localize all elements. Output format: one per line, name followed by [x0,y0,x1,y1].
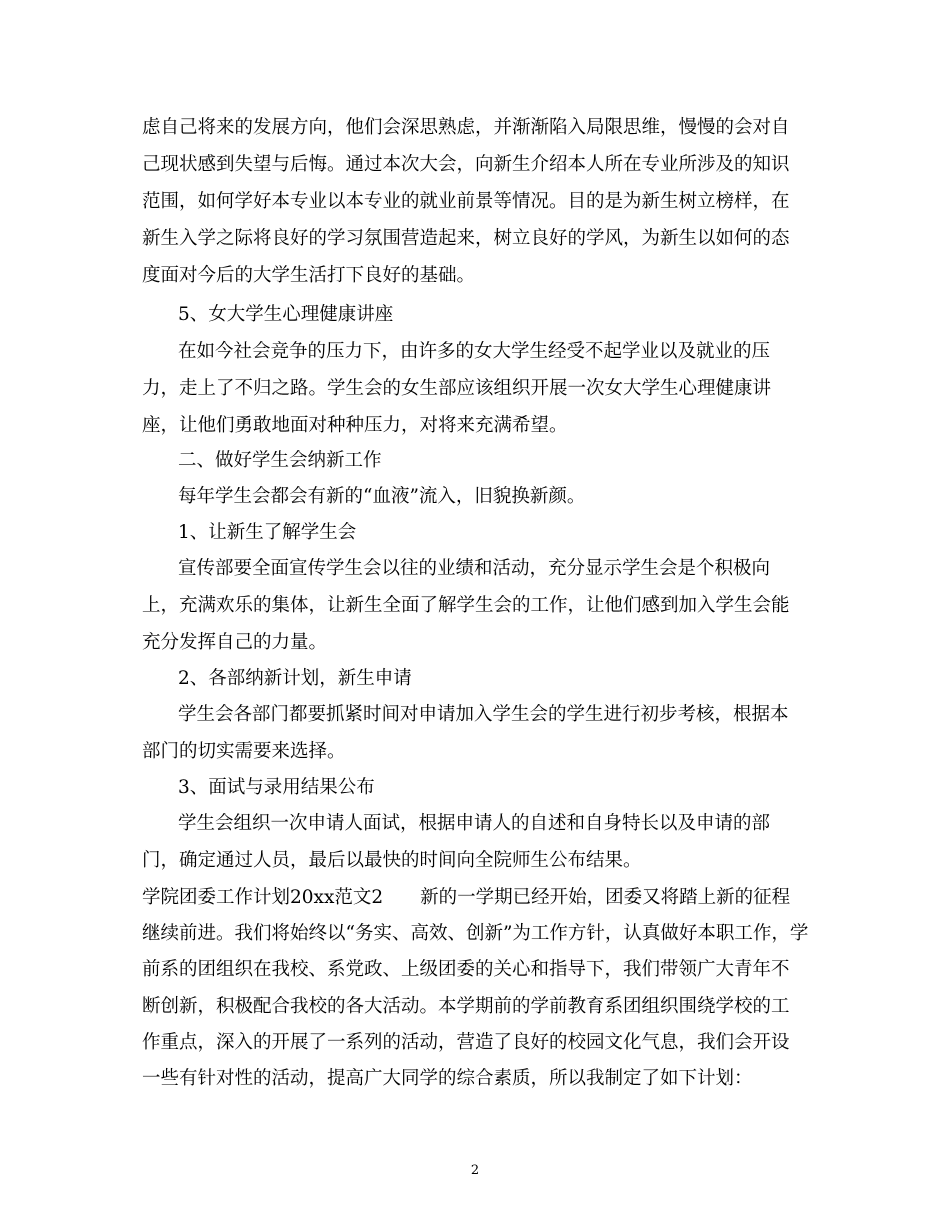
text-line: 座，让他们勇敢地面对种种压力，对将来充满希望。 [142,415,568,436]
text-line: 在如今社会竞争的压力下，由许多的女大学生经受不起学业以及就业的压 [178,341,771,362]
text-line: 每年学生会都会有新的“血液”流入，旧貌换新颜。 [178,486,586,507]
text-line: 作重点，深入的开展了一系列的活动，营造了良好的校园文化气息，我们会开设 [142,1032,790,1053]
section-heading: 3、面试与录用结果公布 [178,777,375,798]
section-heading: 1、让新生了解学生会 [178,522,357,543]
text-line: 学院团委工作计划20xx范文2 新的一学期已经开始，团委又将踏上新的征程 [142,887,791,908]
text-line: 范围，如何学好本专业以本专业的就业前景等情况。目的是为新生树立榜样，在 [142,191,790,212]
text-line: 学生会各部门都要抓紧时间对申请加入学生会的学生进行初步考核，根据本 [178,704,789,725]
text-line: 部门的切实需要来选择。 [142,741,346,762]
text-line: 宣传部要全面宣传学生会以往的业绩和活动，充分显示学生会是个积极向 [178,558,771,579]
text-line: 前系的团组织在我校、系党政、上级团委的关心和指导下，我们带领广大青年不 [142,959,790,980]
section-heading: 5、女大学生心理健康讲座 [178,304,394,325]
section-heading: 二、做好学生会纳新工作 [178,450,382,471]
page-number: 2 [470,1163,480,1178]
text-line: 度面对今后的大学生活打下良好的基础。 [142,265,476,286]
text-line: 充分发挥自己的力量。 [142,632,328,653]
text-line: 上，充满欢乐的集体，让新生全面了解学生会的工作，让他们感到加入学生会能 [142,595,790,616]
text-line: 一些有针对性的活动，提高广大同学的综合素质，所以我制定了如下计划： [142,1068,753,1089]
text-line: 继续前进。我们将始终以“务实、高效、创新”为工作方针，认真做好本职工作，学 [142,923,809,944]
text-line: 新生入学之际将良好的学习氛围营造起来，树立良好的学风，为新生以如何的态 [142,228,790,249]
text-line: 门，确定通过人员，最后以最快的时间向全院师生公布结果。 [142,850,642,871]
text-line: 断创新，积极配合我校的各大活动。本学期前的学前教育系团组织围绕学校的工 [142,996,790,1017]
text-line: 己现状感到失望与后悔。通过本次大会，向新生介绍本人所在专业所涉及的知识 [142,154,790,175]
text-line: 力，走上了不归之路。学生会的女生部应该组织开展一次女大学生心理健康讲 [142,378,772,399]
text-line: 虑自己将来的发展方向，他们会深思熟虑，并渐渐陷入局限思维，慢慢的会对自 [142,117,790,138]
text-line: 学生会组织一次申请人面试，根据申请人的自述和自身特长以及申请的部 [178,813,771,834]
section-heading: 2、各部纳新计划，新生申请 [178,668,412,689]
